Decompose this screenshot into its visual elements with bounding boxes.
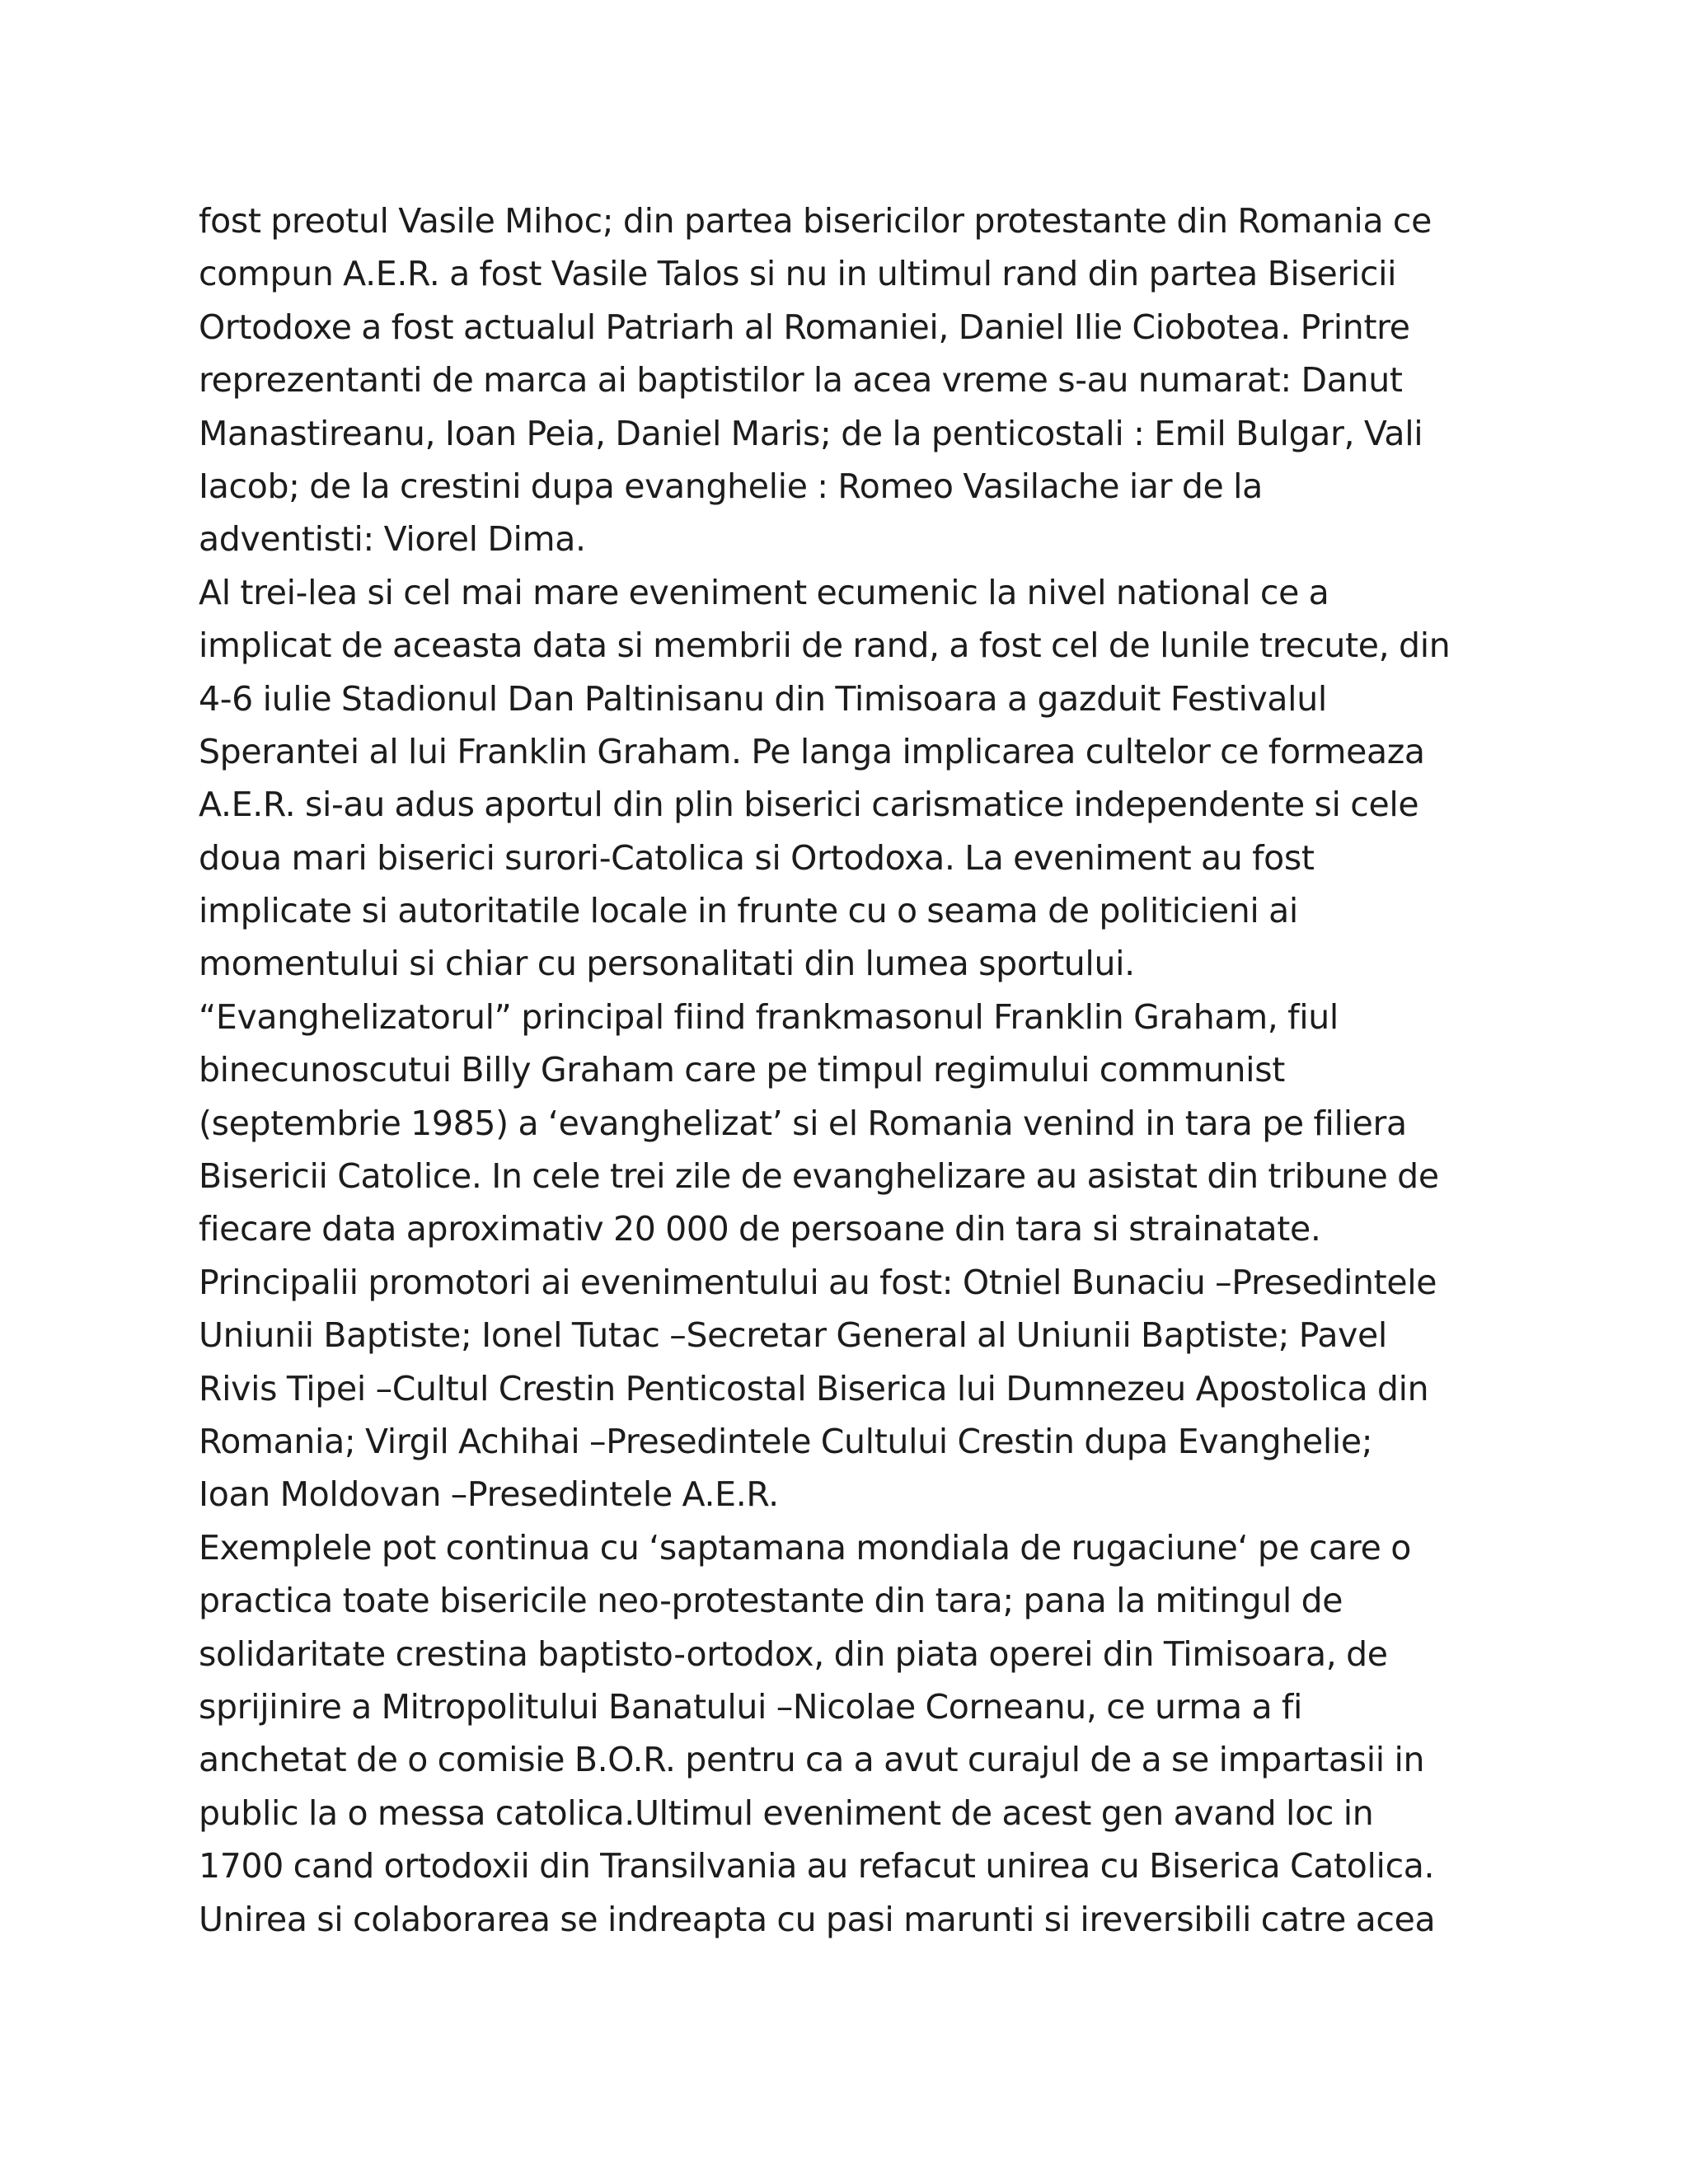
text-line: 4-6 iulie Stadionul Dan Paltinisanu din Timisoara a gazduit Festivalul (199, 678, 1327, 719)
text-line: solidaritate crestina baptisto-ortodox, din piata operei din Timisoara, de (199, 1633, 1388, 1674)
text-line: fost preotul Vasile Mihoc; din partea bisericilor protestante din Romania ce (199, 201, 1432, 241)
text-line: Ioan Moldovan –Presedintele A.E.R. (199, 1474, 779, 1515)
text-line: Rivis Tipei –Cultul Crestin Penticostal Biserica lui Dumnezeu Apostolica din (199, 1368, 1429, 1408)
text-line: Unirea si colaborarea se indreapta cu pasi marunti si ireversibili catre acea (199, 1899, 1436, 1939)
text-line: Romania; Virgil Achihai –Presedintele Cultului Crestin dupa Evanghelie; (199, 1421, 1373, 1461)
text-line: Sperantei al lui Franklin Graham. Pe langa implicarea cultelor ce formeaza (199, 731, 1425, 771)
text-line: Iacob; de la crestini dupa evanghelie : Romeo Vasilache iar de la (199, 466, 1263, 506)
text-line: 1700 cand ortodoxii din Transilvania au refacut unirea cu Biserica Catolica. (199, 1846, 1435, 1886)
text-line: sprijinire a Mitropolitului Banatului –Nicolae Corneanu, ce urma a fi (199, 1686, 1303, 1727)
text-line: Ortodoxe a fost actualul Patriarh al Romaniei, Daniel Ilie Ciobotea. Printre (199, 307, 1410, 347)
text-line: reprezentanti de marca ai baptistilor la acea vreme s-au numarat: Danut (199, 360, 1403, 401)
text-line: Manastireanu, Ioan Peia, Daniel Maris; de la penticostali : Emil Bulgar, Vali (199, 413, 1423, 453)
text-line: Bisericii Catolice. In cele trei zile de evanghelizare au asistat din tribune de (199, 1156, 1439, 1197)
text-line: “Evanghelizatorul” principal fiind frankmasonul Franklin Graham, fiul (199, 996, 1339, 1037)
text-line: (septembrie 1985) a ‘evanghelizat’ si el Romania venind in tara pe filiera (199, 1103, 1407, 1143)
text-line: compun A.E.R. a fost Vasile Talos si nu in ultimul rand din partea Bisericii (199, 254, 1397, 294)
text-line: Exemplele pot continua cu ‘saptamana mondiala de rugaciune‘ pe care o (199, 1527, 1411, 1568)
text-line: doua mari biserici surori-Catolica si Ortodoxa. La eveniment au fost (199, 837, 1315, 878)
text-line: A.E.R. si-au adus aportul din plin biserici carismatice independente si cele (199, 785, 1419, 825)
text-line: momentului si chiar cu personalitati din lumea sportului. (199, 944, 1135, 984)
text-line: practica toate bisericile neo-protestante din tara; pana la mitingul de (199, 1581, 1343, 1621)
text-line: implicate si autoritatile locale in frunte cu o seama de politicieni ai (199, 891, 1298, 931)
text-line: anchetat de o comisie B.O.R. pentru ca a avut curajul de a se impartasii in (199, 1740, 1425, 1780)
text-line: Al trei-lea si cel mai mare eveniment ecumenic la nivel national ce a (199, 572, 1329, 612)
text-line: binecunoscutui Billy Graham care pe timpul regimului communist (199, 1050, 1285, 1090)
text-line: Uniunii Baptiste; Ionel Tutac –Secretar General al Uniunii Baptiste; Pavel (199, 1315, 1387, 1356)
text-line: fiecare data aproximativ 20 000 de persoane din tara si strainatate. (199, 1209, 1321, 1249)
text-line: Principalii promotori ai evenimentului au fost: Otniel Bunaciu –Presedintele (199, 1262, 1437, 1302)
text-line: public la o messa catolica.Ultimul eveniment de acest gen avand loc in (199, 1793, 1374, 1833)
text-line: adventisti: Viorel Dima. (199, 519, 586, 560)
text-line: implicat de aceasta data si membrii de rand, a fost cel de lunile trecute, din (199, 626, 1451, 666)
body-text (199, 194, 1534, 1946)
